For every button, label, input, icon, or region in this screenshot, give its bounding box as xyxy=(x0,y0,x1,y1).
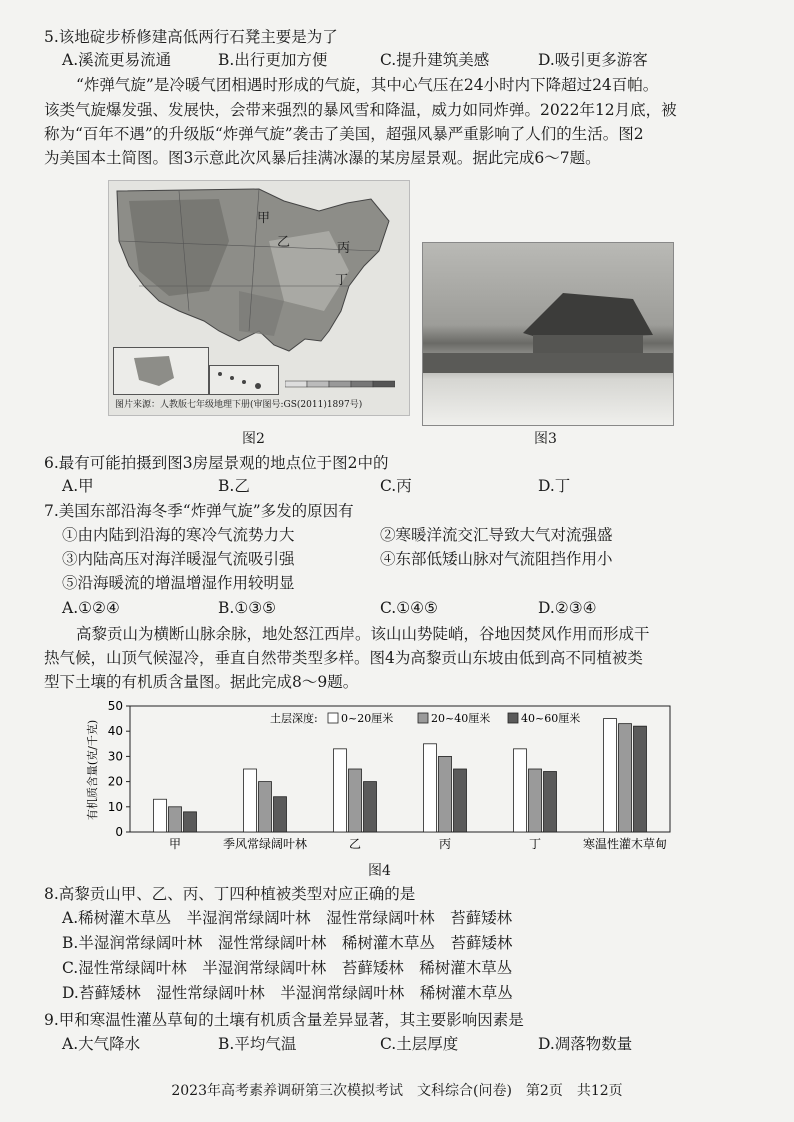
bar-4-0 xyxy=(514,749,527,832)
bar-0-0 xyxy=(154,799,167,832)
house-photo xyxy=(422,242,674,426)
q7-option-a: A.①②④ xyxy=(62,599,120,617)
q6-option-c: C.丙 xyxy=(380,477,412,495)
bar-2-1 xyxy=(349,769,362,832)
q9-option-d: D.凋落物数量 xyxy=(538,1035,633,1053)
passage1-line3: 称为“百年不遇”的升级版“炸弹气旋”袭击了美国，超强风暴严重影响了人们的生活。图2 xyxy=(44,125,644,143)
legend-item-label: 0~20厘米 xyxy=(341,712,394,725)
fig4-caption: 图4 xyxy=(368,863,391,879)
q5-option-a: A.溪流更易流通 xyxy=(62,51,172,69)
us-map-figure xyxy=(108,180,410,416)
map-source: 图片来源：人教版七年级地理下册(审图号:GS(2011)1897号) xyxy=(115,400,363,410)
q6-option-d: D.丁 xyxy=(538,477,571,495)
hawaii-graphic xyxy=(210,366,278,394)
passage2-line2: 热气候，山顶气候湿冷，垂直自然带类型多样。图4为高黎贡山东坡由低到高不同植被类 xyxy=(44,649,643,667)
q5-option-c: C.提升建筑美感 xyxy=(380,51,490,69)
bar-5-0 xyxy=(604,719,617,832)
q7-stem: 7.美国东部沿海冬季“炸弹气旋”多发的原因有 xyxy=(44,502,354,520)
hawaii-inset xyxy=(209,365,279,395)
x-tick-label: 丙 xyxy=(438,837,452,851)
passage1-line1: “炸弹气旋”是冷暖气团相遇时形成的气旋，其中心气压在24小时内下降超过24百帕。 xyxy=(76,76,659,94)
legend-item-label: 20~40厘米 xyxy=(431,712,491,725)
legend-item-label: 40~60厘米 xyxy=(521,712,581,725)
y-tick-label: 30 xyxy=(107,749,123,764)
q7-item-2: ②寒暖洋流交汇导致大气对流强盛 xyxy=(380,526,613,544)
map-label-ding: 丁 xyxy=(335,273,349,288)
q8-option-d: D.苔藓矮林 湿性常绿阔叶林 半湿润常绿阔叶林 稀树灌木草丛 xyxy=(62,984,513,1002)
x-tick-label: 甲 xyxy=(168,837,182,851)
y-tick-label: 40 xyxy=(107,724,123,739)
x-tick-label: 季风常绿阔叶林 xyxy=(222,837,308,851)
bar-2-2 xyxy=(364,782,377,832)
q6-stem: 6.最有可能拍摄到图3房屋景观的地点位于图2中的 xyxy=(44,454,389,472)
legend-swatch xyxy=(328,713,338,723)
q7-item-4: ④东部低矮山脉对气流阻挡作用小 xyxy=(380,550,613,568)
bar-1-2 xyxy=(274,797,287,832)
bar-0-1 xyxy=(169,807,182,832)
bar-3-2 xyxy=(454,769,467,832)
bar-1-1 xyxy=(259,782,272,832)
y-tick-label: 20 xyxy=(107,774,123,789)
q6-option-a: A.甲 xyxy=(62,477,94,495)
x-tick-label: 丁 xyxy=(528,837,542,851)
q5-stem: 5.该地碇步桥修建高低两行石凳主要是为了 xyxy=(44,28,338,46)
fig2-caption: 图2 xyxy=(242,431,265,447)
q8-stem: 8.高黎贡山甲、乙、丙、丁四种植被类型对应正确的是 xyxy=(44,885,416,903)
map-label-yi: 乙 xyxy=(277,235,291,250)
legend-title: 土层深度: xyxy=(270,712,318,725)
bar-4-2 xyxy=(544,772,557,832)
y-tick-label: 0 xyxy=(115,825,123,839)
alaska-inset xyxy=(113,347,209,395)
q5-option-d: D.吸引更多游客 xyxy=(538,51,648,69)
q9-option-c: C.土层厚度 xyxy=(380,1035,459,1053)
q5-option-b: B.出行更加方便 xyxy=(218,51,328,69)
passage1-line4: 为美国本土简图。图3示意此次风暴后挂满冰瀑的某房屋景观。据此完成6～7题。 xyxy=(44,149,601,167)
q9-option-b: B.平均气温 xyxy=(218,1035,297,1053)
house-graphic xyxy=(423,243,673,425)
map-label-jia: 甲 xyxy=(257,211,271,226)
x-tick-label: 乙 xyxy=(348,837,362,851)
legend-swatch xyxy=(508,713,518,723)
q7-item-5: ⑤沿海暖流的增温增湿作用较明显 xyxy=(62,574,295,592)
q7-item-1: ①由内陆到沿海的寒冷气流势力大 xyxy=(62,526,295,544)
q7-option-b: B.①③⑤ xyxy=(218,599,277,617)
bar-3-1 xyxy=(439,756,452,832)
map-label-bing: 丙 xyxy=(337,241,351,256)
bar-2-0 xyxy=(334,749,347,832)
passage2-line1: 高黎贡山为横断山脉余脉，地处怒江西岸。该山山势陡峭，谷地因焚风作用而形成干 xyxy=(76,625,650,643)
q7-item-3: ③内陆高压对海洋暖湿气流吸引强 xyxy=(62,550,295,568)
page-footer: 2023年高考素养调研第三次模拟考试 文科综合(问卷) 第2页 共12页 xyxy=(171,1083,623,1099)
y-tick-label: 10 xyxy=(107,799,123,814)
bar-5-2 xyxy=(634,726,647,832)
q7-option-d: D.②③④ xyxy=(538,599,597,617)
y-tick-label: 50 xyxy=(107,699,123,713)
q8-option-b: B.半湿润常绿阔叶林 湿性常绿阔叶林 稀树灌木草丛 苔藓矮林 xyxy=(62,934,513,952)
organic-matter-chart xyxy=(80,698,680,858)
x-tick-label: 寒温性灌木草甸 xyxy=(582,837,668,851)
map-legend-bar xyxy=(285,377,395,393)
bar-5-1 xyxy=(619,724,632,832)
legend-swatch xyxy=(418,713,428,723)
chart-frame xyxy=(130,706,670,832)
alaska-graphic xyxy=(114,348,208,394)
q6-option-b: B.乙 xyxy=(218,477,250,495)
q7-option-c: C.①④⑤ xyxy=(380,599,438,617)
chart-y-axis-label xyxy=(85,720,99,820)
bar-0-2 xyxy=(184,812,197,832)
fig3-caption: 图3 xyxy=(534,431,557,447)
chart-bars xyxy=(154,719,647,832)
passage1-line2: 该类气旋爆发强、发展快，会带来强烈的暴风雪和降温，威力如同炸弹。2022年12月底，被 xyxy=(44,101,677,119)
passage2-line3: 型下土壤的有机质含量图。据此完成8～9题。 xyxy=(44,673,359,691)
chart-legend xyxy=(270,711,580,725)
bar-3-0 xyxy=(424,744,437,832)
bar-4-1 xyxy=(529,769,542,832)
q9-option-a: A.大气降水 xyxy=(62,1035,141,1053)
q9-stem: 9.甲和寒温性灌丛草甸的土壤有机质含量差异显著，其主要影响因素是 xyxy=(44,1011,524,1029)
q8-option-a: A.稀树灌木草丛 半湿润常绿阔叶林 湿性常绿阔叶林 苔藓矮林 xyxy=(62,909,513,927)
bar-1-0 xyxy=(244,769,257,832)
y-axis-label: 有机质含量(克/千克) xyxy=(86,719,99,821)
q8-option-c: C.湿性常绿阔叶林 半湿润常绿阔叶林 苔藓矮林 稀树灌木草丛 xyxy=(62,959,513,977)
